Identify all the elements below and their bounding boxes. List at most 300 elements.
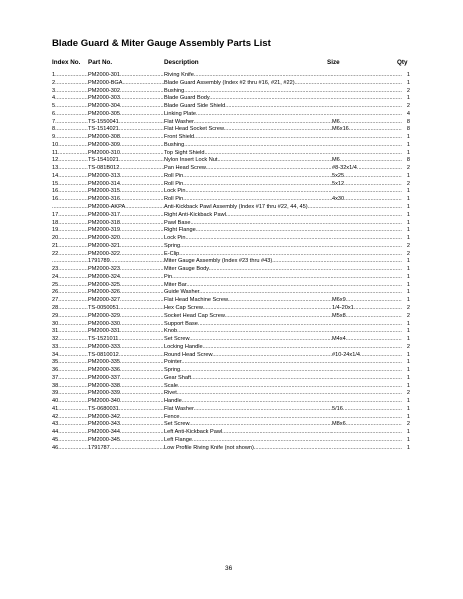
size-cell	[332, 321, 402, 329]
index-cell: 20 .....	[52, 235, 88, 243]
description-cell: Pin .....	[164, 274, 332, 282]
description-cell: Bushing .....	[164, 142, 332, 150]
description-cell: Miter Gauge Assembly (Index #23 thru #43) .....	[164, 258, 332, 266]
size-cell	[332, 235, 402, 243]
header-description: Description	[164, 59, 199, 66]
description-cell: Blade Guard Assembly (Index #2 thru #16, #21, #22) .....	[164, 80, 332, 88]
description-cell: Anti-Kickback Pawl Assembly (Index #17 thru #22, 44, 45) .....	[164, 204, 332, 212]
qty-cell: 1	[406, 141, 410, 148]
part-no-cell: PM2000-308 .....	[88, 134, 164, 142]
table-row	[52, 274, 410, 282]
size-cell	[332, 398, 402, 406]
table-row	[52, 321, 410, 329]
qty-cell: 1	[406, 444, 410, 451]
description-cell: E-Clip .....	[164, 251, 332, 259]
description-cell: Support Base .....	[164, 321, 332, 329]
table-row	[52, 398, 410, 406]
size-cell	[332, 282, 402, 290]
part-no-cell: PM2000-305 .....	[88, 111, 164, 119]
qty-cell: 1	[406, 95, 410, 102]
qty-cell: 1	[406, 204, 410, 211]
qty-cell: 2	[406, 343, 410, 350]
index-cell: 39 .....	[52, 390, 88, 398]
size-cell	[332, 328, 402, 336]
table-row	[52, 367, 410, 375]
qty-cell: 8	[406, 126, 410, 133]
table-row	[52, 111, 410, 119]
description-cell: Flat Head Socket Screw .....	[164, 126, 332, 134]
table-row	[52, 142, 410, 150]
qty-cell: 1	[406, 258, 410, 265]
qty-cell: 1	[406, 413, 410, 420]
table-row	[52, 437, 410, 445]
size-cell	[332, 367, 402, 375]
index-cell: 28 .....	[52, 305, 88, 313]
qty-cell: 2	[406, 390, 410, 397]
index-cell: 26 .....	[52, 289, 88, 297]
index-cell	[52, 204, 88, 212]
size-cell	[332, 251, 402, 259]
description-cell: Left Flange .....	[164, 437, 332, 445]
index-cell: 25 .....	[52, 282, 88, 290]
size-cell	[332, 72, 402, 80]
qty-cell: 1	[406, 367, 410, 374]
qty-cell: 2	[406, 304, 410, 311]
size-cell	[332, 359, 402, 367]
index-cell: 4 .....	[52, 95, 88, 103]
table-row	[52, 95, 410, 103]
description-cell: Left Anti-Kickback Pawl .....	[164, 429, 332, 437]
part-no-cell: TS-1521011 .....	[88, 336, 164, 344]
description-cell: Right Flange .....	[164, 227, 332, 235]
index-cell: 16 .....	[52, 188, 88, 196]
part-no-cell: PM2000-317 .....	[88, 212, 164, 220]
index-cell: 16 .....	[52, 196, 88, 204]
part-no-cell: PM2000-340 .....	[88, 398, 164, 406]
description-cell: Roll Pin .....	[164, 173, 332, 181]
index-cell: 30 .....	[52, 321, 88, 329]
table-row	[52, 157, 410, 165]
description-cell: Pawl Base .....	[164, 220, 332, 228]
index-cell: 43 .....	[52, 421, 88, 429]
part-no-cell: TS-0050051 .....	[88, 305, 164, 313]
size-cell	[332, 258, 402, 266]
description-cell: Rivet .....	[164, 390, 332, 398]
part-no-cell: TS-0680031 .....	[88, 406, 164, 414]
description-cell: Pan Head Screw .....	[164, 165, 332, 173]
table-row	[52, 313, 410, 321]
size-cell: M6 .....	[332, 119, 402, 127]
table-row	[52, 266, 410, 274]
index-cell: 33 .....	[52, 344, 88, 352]
index-cell: 45 .....	[52, 437, 88, 445]
part-no-cell: PM2000-301 .....	[88, 72, 164, 80]
part-no-cell: PM2000-310 .....	[88, 150, 164, 158]
part-no-cell: PM2000-338 .....	[88, 383, 164, 391]
description-cell: Blade Guard Side Shield .....	[164, 103, 332, 111]
qty-cell: 1	[406, 297, 410, 304]
qty-cell: 1	[406, 351, 410, 358]
description-cell: Linking Plate .....	[164, 111, 332, 119]
part-no-cell: PM2000-303 .....	[88, 95, 164, 103]
qty-cell: 1	[406, 359, 410, 366]
table-row	[52, 344, 410, 352]
part-no-cell: PM2000-304 .....	[88, 103, 164, 111]
part-no-cell: PM2000-324 .....	[88, 274, 164, 282]
part-no-cell: 1791787 .....	[88, 445, 164, 453]
index-cell: 44 .....	[52, 429, 88, 437]
qty-cell: 1	[406, 211, 410, 218]
description-cell: Handle .....	[164, 398, 332, 406]
size-cell	[332, 95, 402, 103]
description-cell: Flat Head Machine Screw .....	[164, 297, 332, 305]
part-no-cell: PM2000-333 .....	[88, 344, 164, 352]
table-row	[52, 445, 410, 453]
description-cell: Set Screw .....	[164, 421, 332, 429]
table-row	[52, 227, 410, 235]
table-row	[52, 173, 410, 181]
index-cell: 31 .....	[52, 328, 88, 336]
size-cell: M6x9 .....	[332, 297, 402, 305]
part-no-cell: PM2000-342 .....	[88, 414, 164, 422]
description-cell: Low Profile Riving Knife (not shown) .....	[164, 445, 332, 453]
table-row	[52, 328, 410, 336]
qty-cell: 1	[406, 172, 410, 179]
qty-cell: 1	[406, 398, 410, 405]
size-cell: 1/4-20x1 .....	[332, 305, 402, 313]
table-row	[52, 336, 410, 344]
size-cell	[332, 134, 402, 142]
index-cell: 22 .....	[52, 251, 88, 259]
qty-cell: 1	[406, 72, 410, 78]
table-row	[52, 188, 410, 196]
part-no-cell: PM2000-327 .....	[88, 297, 164, 305]
index-cell: 40 .....	[52, 398, 88, 406]
header-size: Size	[327, 59, 340, 66]
qty-cell: 1	[406, 289, 410, 296]
table-row	[52, 258, 410, 266]
index-cell: 46 .....	[52, 445, 88, 453]
table-row	[52, 406, 410, 414]
part-no-cell: 1791789 .....	[88, 258, 164, 266]
part-no-cell: TS-1550041 .....	[88, 119, 164, 127]
description-cell: Flat Washer .....	[164, 406, 332, 414]
part-no-cell: PM2000-322 .....	[88, 251, 164, 259]
table-row	[52, 196, 410, 204]
description-cell: Scale .....	[164, 383, 332, 391]
part-no-cell: PM2000-316 .....	[88, 196, 164, 204]
description-cell: Hex Cap Screw .....	[164, 305, 332, 313]
size-cell	[332, 414, 402, 422]
size-cell	[332, 429, 402, 437]
table-row	[52, 235, 410, 243]
qty-cell: 1	[406, 429, 410, 436]
table-row	[52, 421, 410, 429]
qty-cell: 1	[406, 266, 410, 273]
description-cell: Right Anti-Kickback Pawl .....	[164, 212, 332, 220]
size-cell	[332, 344, 402, 352]
table-row	[52, 165, 410, 173]
index-cell: 18 .....	[52, 220, 88, 228]
description-cell: Front Shield .....	[164, 134, 332, 142]
size-cell: M6 .....	[332, 157, 402, 165]
table-row	[52, 220, 410, 228]
index-cell: 21 .....	[52, 243, 88, 251]
part-no-cell: PM2000-302 .....	[88, 88, 164, 96]
part-no-cell: PM2000-318 .....	[88, 220, 164, 228]
part-no-cell: PM2000-314 .....	[88, 181, 164, 189]
size-cell	[332, 188, 402, 196]
qty-cell: 2	[406, 421, 410, 428]
part-no-cell: PM2000-326 .....	[88, 289, 164, 297]
part-no-cell: PM2000-343 .....	[88, 421, 164, 429]
qty-cell: 1	[406, 374, 410, 381]
size-cell	[332, 150, 402, 158]
part-no-cell: PM2000-309 .....	[88, 142, 164, 150]
part-no-cell: PM2000-329 .....	[88, 313, 164, 321]
qty-cell: 2	[406, 180, 410, 187]
table-row	[52, 251, 410, 259]
size-cell	[332, 289, 402, 297]
index-cell: 32 .....	[52, 336, 88, 344]
qty-cell: 2	[406, 87, 410, 94]
table-row	[52, 126, 410, 134]
qty-cell: 1	[406, 219, 410, 226]
qty-cell: 4	[406, 110, 410, 117]
qty-cell: 1	[406, 281, 410, 288]
index-cell: 9 .....	[52, 134, 88, 142]
part-no-cell: PM2000-337 .....	[88, 375, 164, 383]
size-cell: M8x6 .....	[332, 421, 402, 429]
size-cell	[332, 437, 402, 445]
size-cell	[332, 375, 402, 383]
index-cell: 13 .....	[52, 165, 88, 173]
size-cell: #8-32x1/4 .....	[332, 165, 402, 173]
index-cell: 24 .....	[52, 274, 88, 282]
table-row	[52, 414, 410, 422]
size-cell	[332, 274, 402, 282]
index-cell: 29 .....	[52, 313, 88, 321]
table-row	[52, 383, 410, 391]
qty-cell: 2	[406, 312, 410, 319]
index-cell: 11 .....	[52, 150, 88, 158]
description-cell: Set Screw .....	[164, 336, 332, 344]
qty-cell: 2	[406, 250, 410, 257]
part-no-cell: TS-0810012 .....	[88, 352, 164, 360]
size-cell: 4x30 .....	[332, 196, 402, 204]
size-cell	[332, 220, 402, 228]
table-row	[52, 289, 410, 297]
header-part-no: Part No.	[88, 59, 113, 66]
page-number: 36	[225, 565, 233, 572]
table-row	[52, 80, 410, 88]
index-cell: 5 .....	[52, 103, 88, 111]
header-index: Index No.	[52, 59, 81, 66]
qty-cell: 1	[406, 149, 410, 156]
size-cell	[332, 243, 402, 251]
part-no-cell: TS-081B012 .....	[88, 165, 164, 173]
table-row	[52, 297, 410, 305]
qty-cell: 1	[406, 235, 410, 242]
index-cell: 2 .....	[52, 80, 88, 88]
index-cell: 1 .....	[52, 72, 88, 80]
table-row	[52, 134, 410, 142]
table-row	[52, 72, 410, 80]
description-cell: Roll Pin .....	[164, 181, 332, 189]
table-row	[52, 150, 410, 158]
index-cell: 37 .....	[52, 375, 88, 383]
part-no-cell: PM2000-AKPA .....	[88, 204, 164, 212]
description-cell: Knob .....	[164, 328, 332, 336]
qty-cell: 1	[406, 328, 410, 335]
table-row	[52, 204, 410, 212]
index-cell: 19 .....	[52, 227, 88, 235]
size-cell	[332, 111, 402, 119]
description-cell: Miter Bar .....	[164, 282, 332, 290]
part-no-cell: PM2000-321 .....	[88, 243, 164, 251]
size-cell	[332, 212, 402, 220]
size-cell: M5x8 .....	[332, 313, 402, 321]
size-cell	[332, 80, 402, 88]
size-cell	[332, 88, 402, 96]
size-cell: 5/16 .....	[332, 406, 402, 414]
index-cell: 7 .....	[52, 119, 88, 127]
index-cell: 17 .....	[52, 212, 88, 220]
part-no-cell: PM2000-336 .....	[88, 367, 164, 375]
table-row	[52, 375, 410, 383]
description-cell: Spring .....	[164, 243, 332, 251]
part-no-cell: PM2000-BGA .....	[88, 80, 164, 88]
index-cell: 38 .....	[52, 383, 88, 391]
table-row	[52, 282, 410, 290]
qty-cell: 2	[406, 103, 410, 110]
part-no-cell: PM2000-319 .....	[88, 227, 164, 235]
qty-cell: 2	[406, 165, 410, 172]
qty-cell: 1	[406, 320, 410, 327]
part-no-cell: PM2000-339 .....	[88, 390, 164, 398]
description-cell: Locking Handle .....	[164, 344, 332, 352]
qty-cell: 1	[406, 382, 410, 389]
qty-cell: 1	[406, 273, 410, 280]
table-row	[52, 429, 410, 437]
index-cell: 36 .....	[52, 367, 88, 375]
table-row	[52, 352, 410, 360]
index-cell: 27 .....	[52, 297, 88, 305]
size-cell: M6x16 .....	[332, 126, 402, 134]
table-row	[52, 359, 410, 367]
size-cell	[332, 383, 402, 391]
size-cell	[332, 266, 402, 274]
part-no-cell: TS-1514021 .....	[88, 126, 164, 134]
index-cell: 15 .....	[52, 181, 88, 189]
table-row	[52, 305, 410, 313]
part-no-cell: PM2000-345 .....	[88, 437, 164, 445]
description-cell: Riving Knife .....	[164, 72, 332, 80]
part-no-cell: PM2000-330 .....	[88, 321, 164, 329]
index-cell	[52, 258, 88, 266]
qty-cell: 2	[406, 242, 410, 249]
qty-cell: 8	[406, 118, 410, 125]
qty-cell: 1	[406, 134, 410, 141]
part-no-cell: PM2000-335 .....	[88, 359, 164, 367]
qty-cell: 1	[406, 436, 410, 443]
description-cell: Lock Pin .....	[164, 188, 332, 196]
description-cell: Blade Guard Body .....	[164, 95, 332, 103]
index-cell: 41 .....	[52, 406, 88, 414]
description-cell: Pointer .....	[164, 359, 332, 367]
part-no-cell: PM2000-331 .....	[88, 328, 164, 336]
size-cell	[332, 445, 402, 453]
size-cell	[332, 142, 402, 150]
size-cell	[332, 204, 402, 212]
table-row	[52, 119, 410, 127]
index-cell: 3 .....	[52, 88, 88, 96]
table-row	[52, 243, 410, 251]
description-cell: Flat Washer .....	[164, 119, 332, 127]
description-cell: Roll Pin .....	[164, 196, 332, 204]
index-cell: 23 .....	[52, 266, 88, 274]
table-row	[52, 212, 410, 220]
index-cell: 34 .....	[52, 352, 88, 360]
description-cell: Nylon Insert Lock Nut .....	[164, 157, 332, 165]
index-cell: 8 .....	[52, 126, 88, 134]
index-cell: 12 .....	[52, 157, 88, 165]
description-cell: Lock Pin .....	[164, 235, 332, 243]
description-cell: Fence .....	[164, 414, 332, 422]
size-cell	[332, 390, 402, 398]
part-no-cell: TS-1541021 .....	[88, 157, 164, 165]
size-cell: M4x4 .....	[332, 336, 402, 344]
description-cell: Socket Head Cap Screw .....	[164, 313, 332, 321]
part-no-cell: PM2000-320 .....	[88, 235, 164, 243]
qty-cell: 1	[406, 79, 410, 86]
part-no-cell: PM2000-315 .....	[88, 188, 164, 196]
qty-cell: 1	[406, 336, 410, 343]
table-row	[52, 181, 410, 189]
description-cell: Bushing .....	[164, 88, 332, 96]
size-cell: 5x12 .....	[332, 181, 402, 189]
index-cell: 35 .....	[52, 359, 88, 367]
qty-cell: 8	[406, 157, 410, 164]
description-cell: Guide Washer .....	[164, 289, 332, 297]
parts-table	[52, 72, 410, 453]
table-row	[52, 103, 410, 111]
part-no-cell: PM2000-325 .....	[88, 282, 164, 290]
header-qty: Qty	[397, 59, 408, 66]
description-cell: Round Head Screw .....	[164, 352, 332, 360]
qty-cell: 1	[406, 188, 410, 195]
table-row	[52, 88, 410, 96]
part-no-cell: PM2000-323 .....	[88, 266, 164, 274]
size-cell: 5x25 .....	[332, 173, 402, 181]
index-cell: 14 .....	[52, 173, 88, 181]
part-no-cell: PM2000-344 .....	[88, 429, 164, 437]
size-cell	[332, 103, 402, 111]
qty-cell: 1	[406, 405, 410, 412]
size-cell: #10-24x1/4 .....	[332, 352, 402, 360]
index-cell: 6 .....	[52, 111, 88, 119]
description-cell: Spring .....	[164, 367, 332, 375]
table-row	[52, 390, 410, 398]
index-cell: 42 .....	[52, 414, 88, 422]
page-title: Blade Guard & Miter Gauge Assembly Parts List	[52, 38, 271, 49]
size-cell	[332, 227, 402, 235]
description-cell: Top Sight Shield .....	[164, 150, 332, 158]
part-no-cell: PM2000-313 .....	[88, 173, 164, 181]
description-cell: Miter Gauge Body .....	[164, 266, 332, 274]
description-cell: Gear Shaft .....	[164, 375, 332, 383]
qty-cell: 1	[406, 196, 410, 203]
